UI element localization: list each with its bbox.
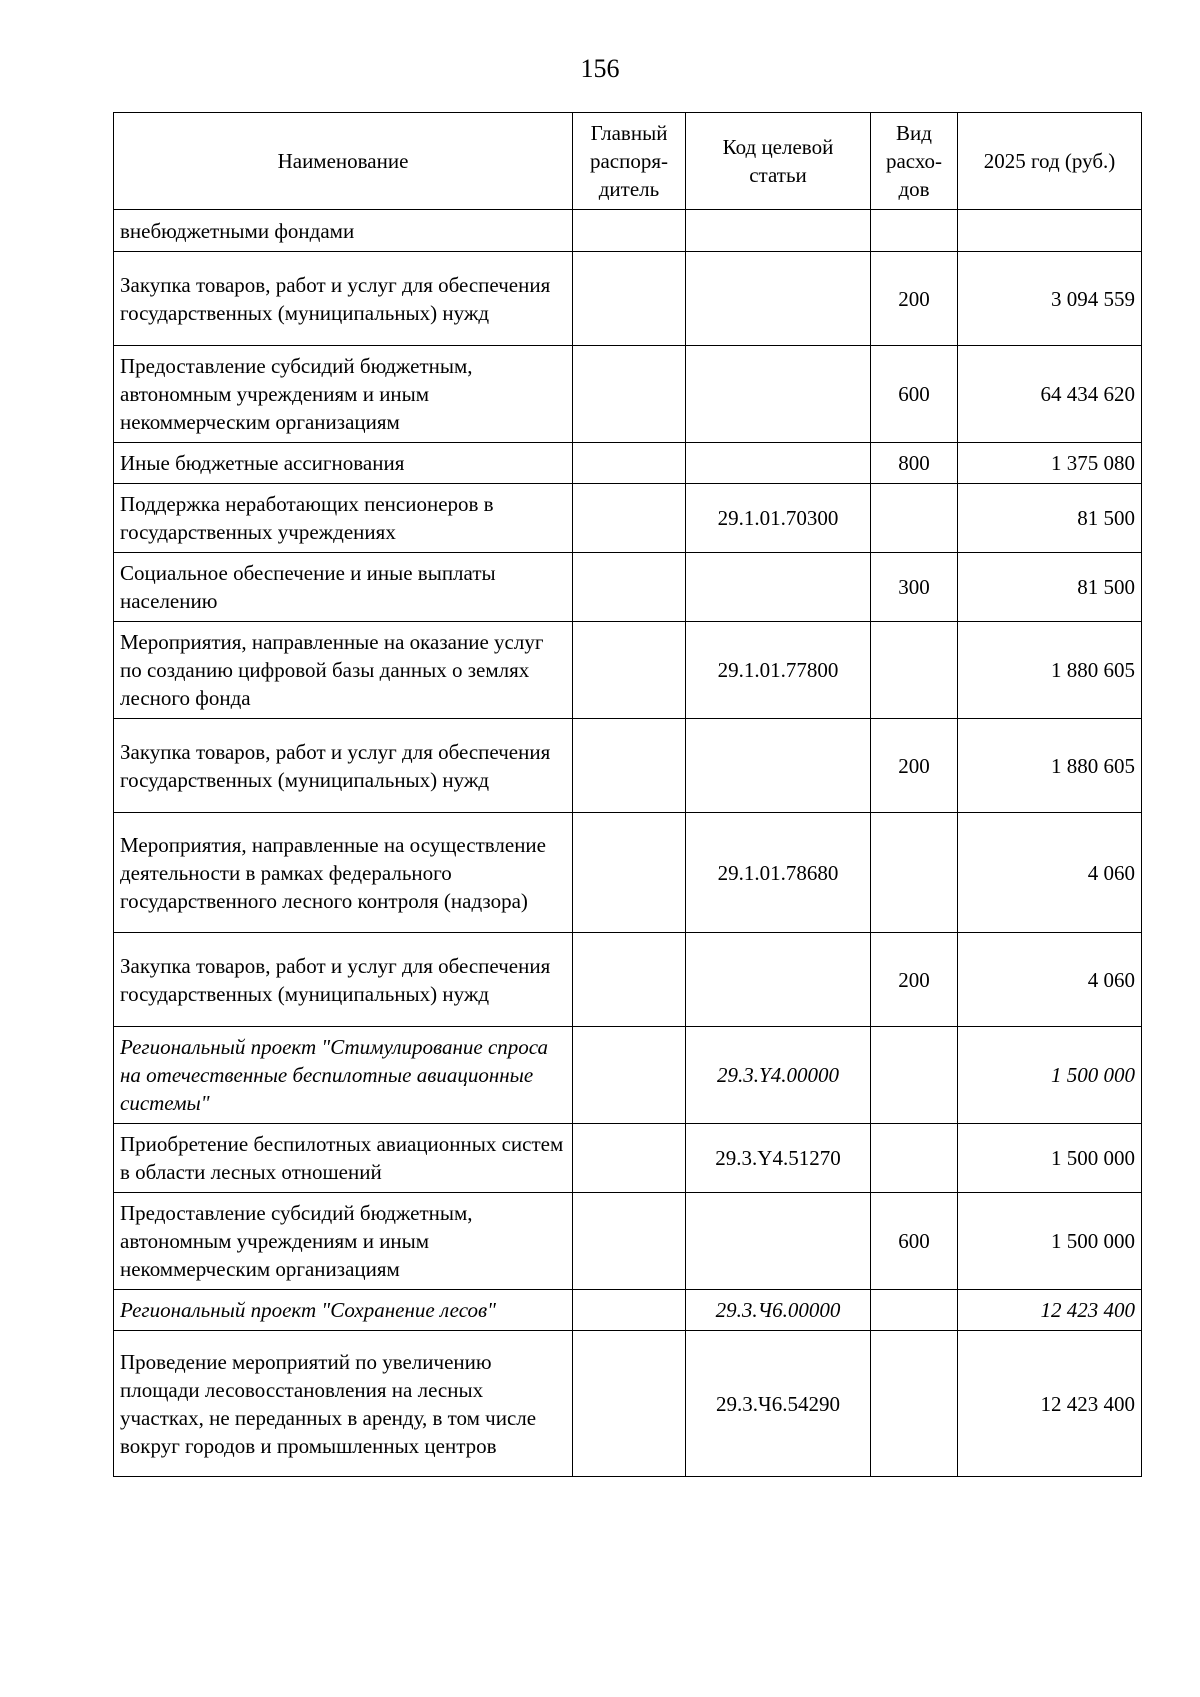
cell-target-code xyxy=(686,443,871,484)
cell-main-manager xyxy=(573,346,686,443)
cell-name: Региональный проект "Сохранение лесов" xyxy=(114,1290,573,1331)
cell-amount: 12 423 400 xyxy=(958,1290,1142,1331)
header-name: Наименование xyxy=(114,113,573,210)
cell-main-manager xyxy=(573,933,686,1027)
table-row xyxy=(114,210,1142,252)
cell-name: Социальное обеспечение и иные выплаты населению xyxy=(114,553,573,622)
table-body xyxy=(114,210,1142,1477)
table-row xyxy=(114,553,1142,622)
cell-amount: 3 094 559 xyxy=(958,252,1142,346)
cell-target-code: 29.1.01.70300 xyxy=(686,484,871,553)
header-target-code: Код целевой статьи xyxy=(686,113,871,210)
cell-main-manager xyxy=(573,443,686,484)
cell-amount: 64 434 620 xyxy=(958,346,1142,443)
header-main-manager: Главный распоря-дитель xyxy=(573,113,686,210)
table-header-row xyxy=(114,113,1142,210)
cell-amount: 1 500 000 xyxy=(958,1027,1142,1124)
cell-main-manager xyxy=(573,484,686,553)
cell-main-manager xyxy=(573,1027,686,1124)
page-number: 156 xyxy=(580,54,620,83)
cell-amount: 81 500 xyxy=(958,484,1142,553)
cell-amount: 4 060 xyxy=(958,813,1142,933)
cell-target-code xyxy=(686,346,871,443)
cell-name: Иные бюджетные ассигнования xyxy=(114,443,573,484)
cell-target-code xyxy=(686,252,871,346)
table-row xyxy=(114,484,1142,553)
cell-name: внебюджетными фондами xyxy=(114,210,573,252)
cell-target-code xyxy=(686,719,871,813)
cell-name: Закупка товаров, работ и услуг для обеспечения государственных (муниципальных) нужд xyxy=(114,933,573,1027)
cell-target-code: 29.3.Y4.00000 xyxy=(686,1027,871,1124)
table-row xyxy=(114,443,1142,484)
cell-target-code: 29.3.Y4.51270 xyxy=(686,1124,871,1193)
cell-target-code: 29.3.Ч6.54290 xyxy=(686,1331,871,1477)
cell-amount xyxy=(958,210,1142,252)
cell-expense-type: 300 xyxy=(871,553,958,622)
table-row xyxy=(114,346,1142,443)
cell-main-manager xyxy=(573,1290,686,1331)
table-row xyxy=(114,252,1142,346)
header-amount: 2025 год (руб.) xyxy=(958,113,1142,210)
cell-expense-type xyxy=(871,1290,958,1331)
cell-target-code xyxy=(686,210,871,252)
cell-target-code: 29.1.01.78680 xyxy=(686,813,871,933)
table-row xyxy=(114,1193,1142,1290)
cell-expense-type: 200 xyxy=(871,933,958,1027)
cell-amount: 12 423 400 xyxy=(958,1331,1142,1477)
cell-name: Мероприятия, направленные на оказание услуг по созданию цифровой базы данных о землях лесного фонда xyxy=(114,622,573,719)
cell-name: Мероприятия, направленные на осуществление деятельности в рамках федерального государственного лесного контроля (надзора) xyxy=(114,813,573,933)
cell-main-manager xyxy=(573,210,686,252)
cell-main-manager xyxy=(573,1124,686,1193)
cell-target-code xyxy=(686,553,871,622)
header-expense-type: Вид расхо-дов xyxy=(871,113,958,210)
cell-main-manager xyxy=(573,252,686,346)
table-row xyxy=(114,813,1142,933)
table-row xyxy=(114,622,1142,719)
cell-expense-type xyxy=(871,210,958,252)
cell-name: Проведение мероприятий по увеличению площади лесовосстановления на лесных участках, не переданных в аренду, в том числе вокруг городов и промышленных центров xyxy=(114,1331,573,1477)
cell-target-code xyxy=(686,1193,871,1290)
cell-main-manager xyxy=(573,719,686,813)
cell-expense-type xyxy=(871,484,958,553)
table-row xyxy=(114,1331,1142,1477)
cell-expense-type: 600 xyxy=(871,346,958,443)
cell-expense-type xyxy=(871,1124,958,1193)
cell-name: Закупка товаров, работ и услуг для обеспечения государственных (муниципальных) нужд xyxy=(114,719,573,813)
budget-table xyxy=(113,112,1142,1477)
cell-amount: 1 880 605 xyxy=(958,719,1142,813)
cell-main-manager xyxy=(573,1193,686,1290)
cell-target-code: 29.1.01.77800 xyxy=(686,622,871,719)
cell-main-manager xyxy=(573,622,686,719)
cell-name: Закупка товаров, работ и услуг для обеспечения государственных (муниципальных) нужд xyxy=(114,252,573,346)
cell-amount: 1 375 080 xyxy=(958,443,1142,484)
cell-expense-type xyxy=(871,813,958,933)
cell-target-code xyxy=(686,933,871,1027)
cell-amount: 81 500 xyxy=(958,553,1142,622)
cell-amount: 1 500 000 xyxy=(958,1124,1142,1193)
table-row xyxy=(114,1124,1142,1193)
cell-main-manager xyxy=(573,813,686,933)
cell-amount: 1 880 605 xyxy=(958,622,1142,719)
table-row xyxy=(114,719,1142,813)
cell-main-manager xyxy=(573,1331,686,1477)
cell-name: Приобретение беспилотных авиационных систем в области лесных отношений xyxy=(114,1124,573,1193)
cell-name: Региональный проект "Стимулирование спроса на отечественные беспилотные авиационные системы" xyxy=(114,1027,573,1124)
cell-expense-type xyxy=(871,622,958,719)
cell-expense-type: 200 xyxy=(871,252,958,346)
cell-target-code: 29.3.Ч6.00000 xyxy=(686,1290,871,1331)
cell-amount: 1 500 000 xyxy=(958,1193,1142,1290)
cell-expense-type xyxy=(871,1331,958,1477)
cell-expense-type: 600 xyxy=(871,1193,958,1290)
cell-main-manager xyxy=(573,553,686,622)
cell-expense-type xyxy=(871,1027,958,1124)
cell-expense-type: 200 xyxy=(871,719,958,813)
table-row xyxy=(114,933,1142,1027)
table-row xyxy=(114,1290,1142,1331)
cell-expense-type: 800 xyxy=(871,443,958,484)
cell-name: Предоставление субсидий бюджетным, автономным учреждениям и иным некоммерческим организациям xyxy=(114,1193,573,1290)
cell-amount: 4 060 xyxy=(958,933,1142,1027)
cell-name: Поддержка неработающих пенсионеров в государственных учреждениях xyxy=(114,484,573,553)
table-row xyxy=(114,1027,1142,1124)
cell-name: Предоставление субсидий бюджетным, автономным учреждениям и иным некоммерческим организациям xyxy=(114,346,573,443)
